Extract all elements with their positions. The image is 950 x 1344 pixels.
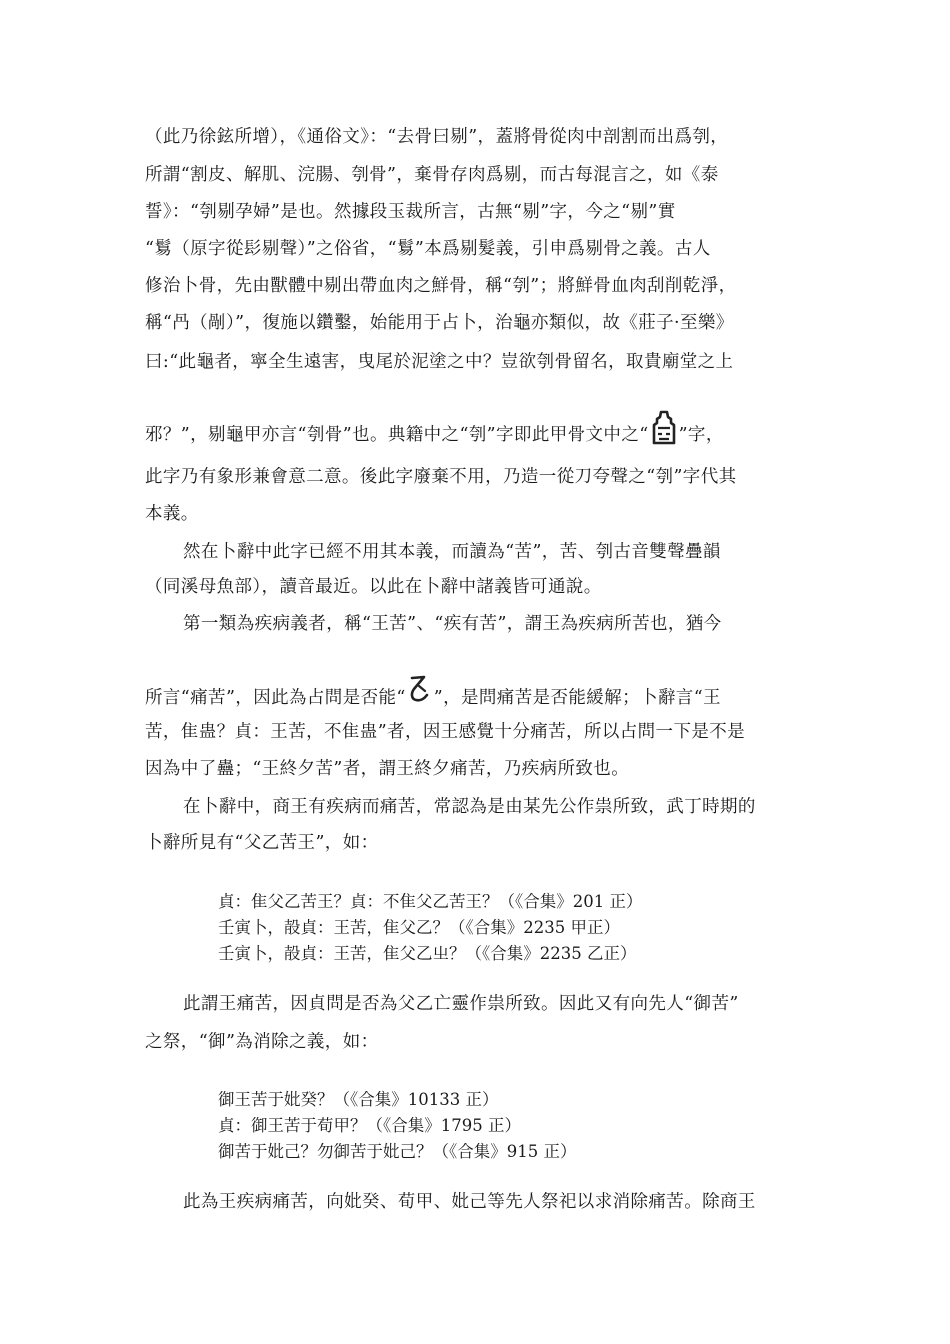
text-segment: 邪？”，剔龜甲亦言“刳骨”也。典籍中之“刳”字即此甲骨文中之“ — [145, 425, 649, 445]
text-line: 然在卜辭中此字已經不用其本義，而讀為“苦”，苦、刳古音雙聲疊韻 — [183, 542, 721, 562]
oracle-bone-glyph-bone-icon — [651, 410, 677, 453]
text-line-with-glyph — [145, 410, 815, 453]
quote-line: 御王苦于妣癸？（《合集》10133 正） — [218, 1090, 499, 1109]
text-line: 之祭，“御”為消除之義，如： — [145, 1032, 379, 1052]
quote-line: 壬寅卜，㱿貞：王苦，隹父乙㞢？（《合集》2235 乙正） — [218, 944, 637, 963]
text-line: 在卜辭中，商王有疾病而痛苦，常認為是由某先公作祟所致，武丁時期的 — [183, 797, 756, 817]
text-line: 曰:“此龜者，寧全生遠害，曳尾於泥塗之中？豈欲刳骨留名，取貴廟堂之上 — [145, 352, 734, 372]
text-line: 因為中了蠱；“王終夕苦”者，謂王終夕痛苦，乃疾病所致也。 — [145, 759, 630, 779]
text-line: 誓》：“刳剔孕婦”是也。然據段玉裁所言，古無“剔”字，今之“剔”實 — [145, 202, 676, 222]
text-segment: ”，是問痛苦是否能緩解；卜辭言“王 — [433, 688, 721, 708]
text-line: 卜辭所見有“父乙苦王”，如： — [145, 833, 379, 853]
text-line: 此字乃有象形兼會意二意。後此字廢棄不用，乃造一從刀夸聲之“刳”字代其 — [145, 467, 737, 487]
text-line: 修治卜骨，先由獸體中剔出帶血肉之鮮骨，稱“刳”；將鮮骨血肉刮削乾淨， — [145, 276, 737, 296]
text-line: 此為王疾病痛苦，向妣癸、荀甲、妣己等先人祭祀以求消除痛苦。除商王 — [183, 1192, 756, 1212]
text-line: 所謂“割皮、解肌、浣腸、刳骨”，棄骨存肉爲剔，而古每混言之，如《泰 — [145, 165, 719, 185]
text-line: 稱“冎（剮）”，復施以鑽鑿，始能用于占卜，治龜亦類似，故《莊子·至樂》 — [145, 313, 734, 333]
text-line: 本義。 — [145, 504, 199, 524]
oracle-bone-glyph-hook-icon — [408, 673, 432, 714]
quote-line: 貞：隹父乙苦王？貞：不隹父乙苦王？（《合集》201 正） — [218, 892, 643, 911]
text-line: 苦，隹蛊？貞：王苦，不隹蛊”者，因王感覺十分痛苦，所以占問一下是不是 — [145, 722, 746, 742]
quote-line: 貞：御王苦于荀甲？（《合集》1795 正） — [218, 1116, 521, 1135]
quote-line: 御苦于妣己？勿御苦于妣己？（《合集》915 正） — [218, 1142, 577, 1161]
text-line: 第一類為疾病義者，稱“王苦”、“疾有苦”，謂王為疾病所苦也，猶今 — [183, 614, 722, 634]
quote-line: 壬寅卜，㱿貞：王苦，隹父乙？（《合集》2235 甲正） — [218, 918, 620, 937]
text-segment: 所言“痛苦”，因此為占問是否能“ — [145, 688, 406, 708]
text-line: “鬄（原字從髟剔聲）”之俗省，“鬄”本爲剔髮義，引申爲剔骨之義。古人 — [145, 239, 711, 259]
text-line-with-glyph — [145, 673, 815, 714]
text-line: （同溪母魚部），讀音最近。以此在卜辭中諸義皆可通說。 — [145, 577, 602, 597]
text-segment: ”字， — [678, 425, 724, 445]
text-line: 此謂王痛苦，因貞問是否為父乙亡靈作祟所致。因此又有向先人“御苦” — [183, 994, 739, 1014]
text-line: （此乃徐鉉所增），《通俗文》：“去骨曰剔”，蓋將骨從肉中剖割而出爲刳， — [145, 127, 729, 147]
